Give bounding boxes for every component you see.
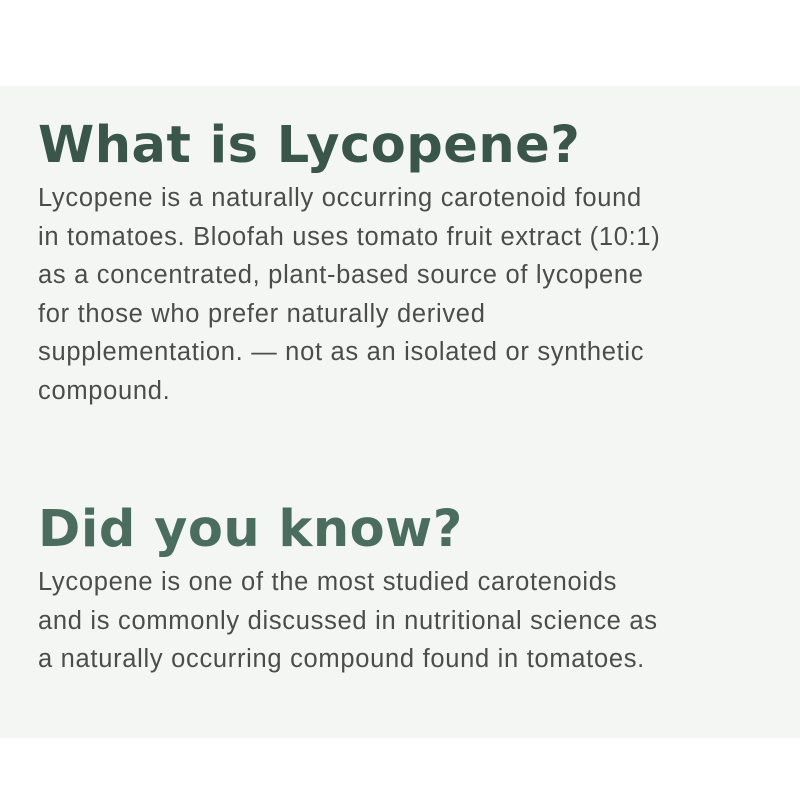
- section-body: [38, 563, 768, 679]
- section-heading: Did you know?: [38, 500, 463, 559]
- body-line: for those who prefer naturally derived: [38, 299, 486, 328]
- info-panel: [0, 86, 800, 738]
- body-line: in tomatoes. Bloofah uses tomato fruit extract (10:1): [38, 222, 661, 251]
- body-line: as a concentrated, plant-based source of lycopene: [38, 261, 644, 289]
- section-body: [38, 179, 768, 410]
- body-line: supplementation. — not as an isolated or synthetic: [38, 338, 645, 366]
- body-line: compound.: [38, 376, 171, 405]
- body-line: a naturally occurring compound found in tomatoes.: [38, 645, 645, 673]
- section-heading: What is Lycopene?: [38, 116, 581, 175]
- body-line: and is commonly discussed in nutritional science as: [38, 606, 658, 635]
- did-you-know-section: [38, 500, 768, 679]
- body-line: Lycopene is a naturally occurring carotenoid found: [38, 184, 642, 212]
- lycopene-section: [38, 116, 768, 410]
- body-line: Lycopene is one of the most studied carotenoids: [38, 568, 618, 596]
